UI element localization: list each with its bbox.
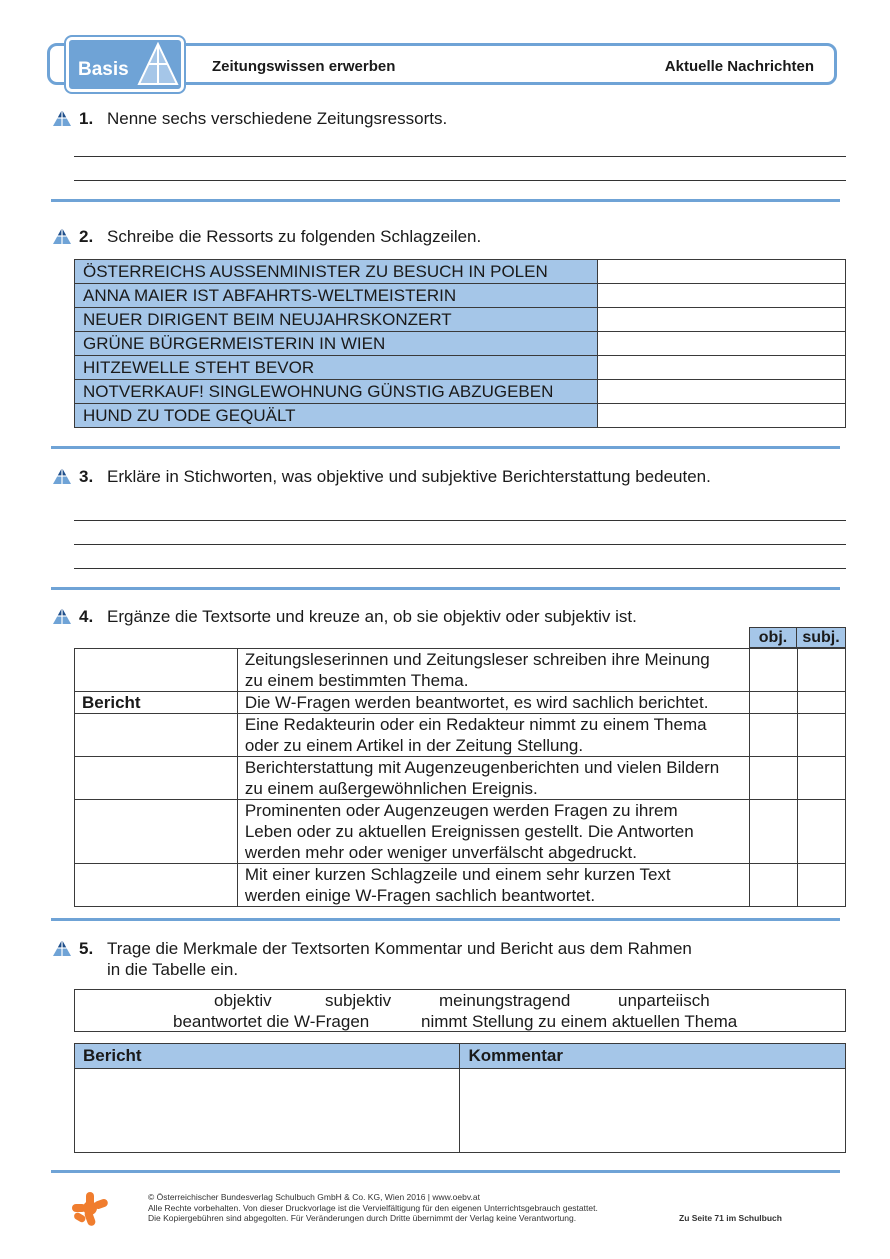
description-line: Zeitungsleserinnen und Zeitungsleser schreiben ihre Meinung [244, 650, 710, 669]
table-row [75, 800, 846, 864]
ressort-answer-cell[interactable] [598, 332, 846, 356]
description-cell [237, 800, 749, 864]
answer-line[interactable] [74, 180, 846, 181]
task-number: 1. [79, 109, 94, 128]
table-row [75, 332, 846, 356]
headline-cell: HUND ZU TODE GEQUÄLT [75, 404, 598, 428]
task-instruction: Erkläre in Stichworten, was objektive und subjektive Berichterstattung bedeuten. [107, 467, 711, 486]
answer-line[interactable] [74, 520, 846, 521]
answer-line[interactable] [74, 568, 846, 569]
headline-cell: HITZEWELLE STEHT BEVOR [75, 356, 598, 380]
level-triangle-icon [52, 939, 72, 957]
table-row [75, 380, 846, 404]
obj-checkbox-cell[interactable] [750, 714, 798, 757]
section-divider [51, 587, 840, 590]
table-row [75, 714, 846, 757]
obj-checkbox-cell[interactable] [750, 692, 798, 714]
answer-line[interactable] [74, 156, 846, 157]
obj-subj-header [749, 627, 846, 648]
basis-label: Basis [78, 59, 129, 80]
task-instruction: Schreibe die Ressorts zu folgenden Schlagzeilen. [107, 227, 482, 246]
merkmal-word: subjektiv [325, 991, 392, 1010]
description-line: Eine Redakteurin oder ein Redakteur nimmt zu einem Thema [244, 715, 707, 734]
level-triangle-icon [52, 607, 72, 625]
headline-cell: GRÜNE BÜRGERMEISTERIN IN WIEN [75, 332, 598, 356]
oebv-logo [70, 1190, 110, 1230]
description-line: werden mehr oder weniger unverfälscht abgedruckt. [244, 843, 637, 862]
table-row [75, 649, 846, 692]
description-line: werden einige W-Fragen sachlich beantwortet. [244, 886, 596, 905]
table-row [75, 692, 846, 714]
kommentar-column-header: Kommentar [460, 1044, 846, 1069]
task-instruction: Trage die Merkmale der Textsorten Kommentar und Bericht aus dem Rahmen [107, 939, 692, 958]
description-line: Leben oder zu aktuellen Ereignissen gestellt. Die Antworten [244, 822, 694, 841]
task-instruction: Nenne sechs verschiedene Zeitungsressorts. [107, 109, 448, 128]
description-cell [237, 757, 749, 800]
textbook-reference: Zu Seite 71 im Schulbuch [679, 1213, 782, 1223]
kommentar-answer-cell[interactable] [460, 1069, 846, 1153]
obj-checkbox-cell[interactable] [750, 864, 798, 907]
bericht-answer-cell[interactable] [75, 1069, 460, 1153]
ressort-answer-cell[interactable] [598, 404, 846, 428]
description-cell [237, 692, 749, 714]
section-title: Aktuelle Nachrichten [664, 58, 814, 75]
ressort-answer-cell[interactable] [598, 380, 846, 404]
textsorte-cell[interactable] [75, 757, 238, 800]
textsorte-cell[interactable] [75, 649, 238, 692]
section-divider [51, 446, 840, 449]
subj-checkbox-cell[interactable] [798, 649, 846, 692]
table-row [75, 260, 846, 284]
level-triangle-icon [137, 42, 179, 86]
description-cell [237, 649, 749, 692]
task-instruction: Ergänze die Textsorte und kreuze an, ob sie objektiv oder subjektiv ist. [107, 607, 637, 626]
level-triangle-icon [52, 467, 72, 485]
answer-line[interactable] [74, 544, 846, 545]
description-line: Mit einer kurzen Schlagzeile und einem sehr kurzen Text [244, 865, 671, 884]
copyright-line: Alle Rechte vorbehalten. Von dieser Druckvorlage ist die Vervielfältigung für den eigenen Unterrichtsgebrauch gestattet. [148, 1202, 598, 1213]
merkmal-word: beantwortet die W-Fragen [173, 1012, 370, 1031]
task-number: 5. [79, 939, 94, 958]
textsorte-cell[interactable] [75, 864, 238, 907]
merkmal-word: nimmt Stellung zu einem aktuellen Thema [421, 1012, 738, 1031]
level-triangle-icon [52, 109, 72, 127]
section-divider [51, 918, 840, 921]
headline-cell: NEUER DIRIGENT BEIM NEUJAHRSKONZERT [75, 308, 598, 332]
section-divider [51, 199, 840, 202]
description-line: oder zu einem Artikel in der Zeitung Stellung. [244, 736, 584, 755]
merkmal-word: meinungstragend [439, 991, 571, 1010]
table-row [75, 1069, 846, 1153]
table-row [75, 308, 846, 332]
ressort-answer-cell[interactable] [598, 356, 846, 380]
table-row [75, 757, 846, 800]
merkmale-box [74, 989, 846, 1032]
basis-badge [66, 37, 184, 92]
subj-checkbox-cell[interactable] [798, 714, 846, 757]
description-line: zu einem außergewöhnlichen Ereignis. [244, 779, 538, 798]
headline-cell: NOTVERKAUF! SINGLEWOHNUNG GÜNSTIG ABZUGEBEN [75, 380, 598, 404]
obj-checkbox-cell[interactable] [750, 800, 798, 864]
table-row [75, 404, 846, 428]
ressort-answer-cell[interactable] [598, 284, 846, 308]
textsorte-cell[interactable] [75, 800, 238, 864]
task-number: 3. [79, 467, 94, 486]
copyright-notice [148, 1192, 598, 1224]
task-number: 2. [79, 227, 94, 246]
obj-checkbox-cell[interactable] [750, 649, 798, 692]
headline-cell: ÖSTERREICHS AUSSENMINISTER ZU BESUCH IN POLEN [75, 260, 598, 284]
subj-column-header: subj. [797, 627, 846, 648]
textsorte-cell[interactable]: Bericht [75, 692, 238, 714]
description-cell [237, 714, 749, 757]
merkmal-word: objektiv [214, 991, 272, 1010]
bericht-kommentar-table [74, 1043, 846, 1153]
obj-checkbox-cell[interactable] [750, 757, 798, 800]
obj-column-header: obj. [749, 627, 797, 648]
worksheet-title: Zeitungswissen erwerben [212, 58, 396, 75]
ressort-answer-cell[interactable] [598, 308, 846, 332]
description-line: zu einem bestimmten Thema. [244, 671, 469, 690]
subj-checkbox-cell[interactable] [798, 864, 846, 907]
description-line: Prominenten oder Augenzeugen werden Fragen zu ihrem [244, 801, 678, 820]
ressort-answer-cell[interactable] [598, 260, 846, 284]
task-number: 4. [79, 607, 94, 626]
table-header-row [75, 1044, 846, 1069]
table-row [75, 864, 846, 907]
subj-checkbox-cell[interactable] [798, 692, 846, 714]
task-instruction: in die Tabelle ein. [107, 960, 239, 979]
subj-checkbox-cell[interactable] [798, 800, 846, 864]
description-line: Berichterstattung mit Augenzeugenberichten und vielen Bildern [244, 758, 720, 777]
description-line: Die W-Fragen werden beantwortet, es wird sachlich berichtet. [244, 693, 709, 712]
subj-checkbox-cell[interactable] [798, 757, 846, 800]
textsorten-table [74, 648, 846, 907]
headline-table [74, 259, 846, 428]
table-row [75, 356, 846, 380]
copyright-line: Die Kopiergebühren sind abgegolten. Für Veränderungen durch Dritte übernimmt der Verlag keine Verantwortung. [148, 1213, 577, 1223]
merkmal-word: unparteiisch [618, 991, 710, 1010]
copyright-line: © Österreichischer Bundesverlag Schulbuch GmbH & Co. KG, Wien 2016 | www.oebv.at [148, 1192, 480, 1202]
description-cell [237, 864, 749, 907]
level-triangle-icon [52, 227, 72, 245]
bericht-column-header: Bericht [75, 1044, 460, 1069]
textsorte-cell[interactable] [75, 714, 238, 757]
table-row [75, 284, 846, 308]
headline-cell: ANNA MAIER IST ABFAHRTS-WELTMEISTERIN [75, 284, 598, 308]
section-divider [51, 1170, 840, 1173]
